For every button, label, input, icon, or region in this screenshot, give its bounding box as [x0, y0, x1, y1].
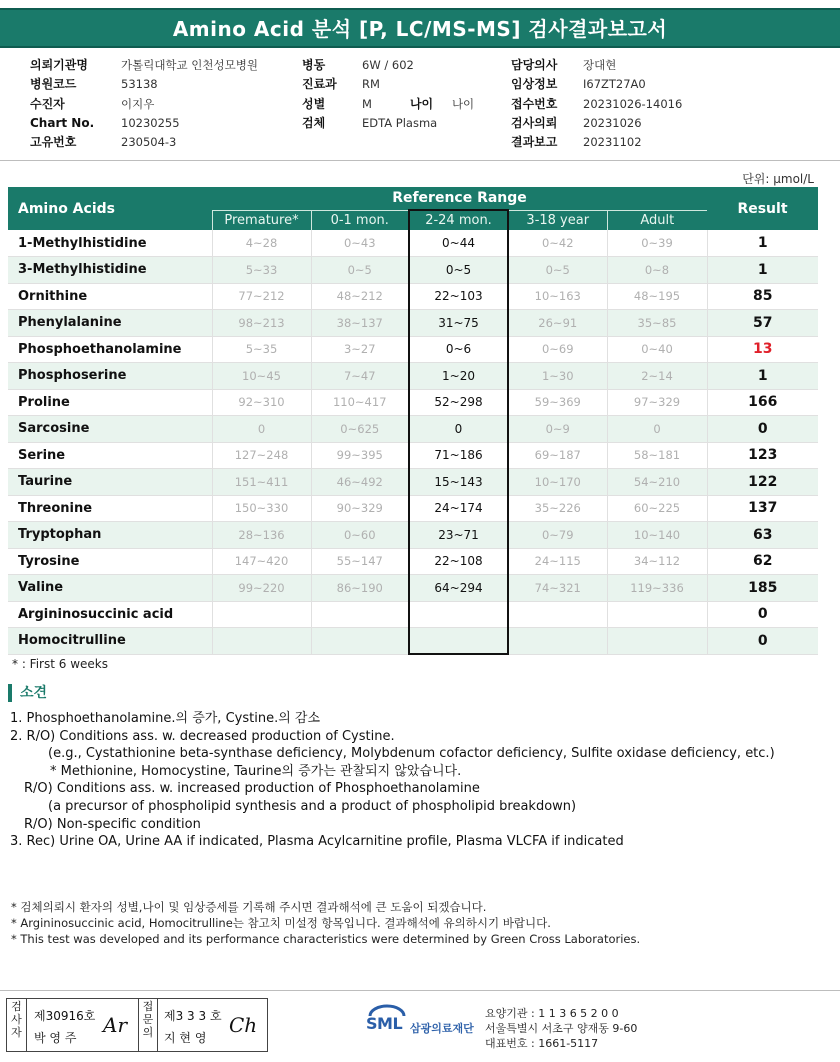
address-line: 대표번호 : 1661-5117: [485, 1037, 599, 1050]
ref-3-18-year: 0~69: [508, 336, 607, 363]
result-value: 0: [707, 416, 818, 443]
ref-3-18-year: 0~5: [508, 257, 607, 284]
info-row: [511, 95, 682, 114]
ref-3-18-year: 1~30: [508, 363, 607, 390]
ref-0-1-mon: 48~212: [311, 283, 409, 310]
result-value: 1: [707, 363, 818, 390]
info-row: [511, 114, 682, 133]
info-value: 20231026: [583, 115, 642, 130]
address-line: 요양기관 : 1 1 3 6 5 2 0 0: [485, 1007, 619, 1020]
ref-3-18-year: 59~369: [508, 389, 607, 416]
table-row: [8, 257, 818, 284]
ref-3-18-year: 10~163: [508, 283, 607, 310]
info-row: [302, 114, 474, 133]
examiner-signature: Ar: [103, 1013, 128, 1037]
info-label: 성별: [302, 96, 326, 111]
ref-premature: 5~35: [212, 336, 311, 363]
amino-acid-name: Homocitrulline: [8, 628, 212, 655]
ref-premature: 99~220: [212, 575, 311, 602]
table-row: [8, 230, 818, 257]
ref-2-24-mon: 52~298: [409, 389, 508, 416]
vertical-char: 접: [142, 1000, 154, 1013]
result-value: 1: [707, 230, 818, 257]
amino-acid-name: Serine: [8, 442, 212, 469]
ref-adult: 0: [607, 416, 707, 443]
ref-3-18-year: 74~321: [508, 575, 607, 602]
amino-acid-name: 3-Methylhistidine: [8, 257, 212, 284]
ref-3-18-year: 24~115: [508, 548, 607, 575]
ref-0-1-mon: 55~147: [311, 548, 409, 575]
ref-2-24-mon: 0~5: [409, 257, 508, 284]
ref-3-18-year: 10~170: [508, 469, 607, 496]
finding-line: R/O) Conditions ass. w. increased production of Phosphoethanolamine: [24, 781, 480, 797]
ref-0-1-mon: 0~5: [311, 257, 409, 284]
amino-acid-name: Phosphoserine: [8, 363, 212, 390]
ref-3-18-year: 0~79: [508, 522, 607, 549]
specialist-signature: Ch: [229, 1013, 258, 1037]
info-value: 20231026-14016: [583, 96, 683, 111]
vertical-char: 의: [142, 1026, 154, 1039]
finding-line: 1. Phosphoethanolamine.의 증가, Cystine.의 감소: [10, 711, 321, 726]
findings-title: 소견: [8, 684, 47, 702]
amino-acid-name: Taurine: [8, 469, 212, 496]
info-label: 병동: [302, 58, 326, 72]
info-label: 수진자: [30, 96, 65, 111]
ref-2-24-mon: 15~143: [409, 469, 508, 496]
result-value: 137: [707, 495, 818, 522]
ref-0-1-mon: 90~329: [311, 495, 409, 522]
ref-3-18-year: 69~187: [508, 442, 607, 469]
info-row: [302, 95, 474, 114]
ref-adult: 97~329: [607, 389, 707, 416]
note-line: * Argininosuccinic acid, Homocitrulline는 참고치 미설정 항목입니다. 결과해석에 유의하시기 바랍니다.: [11, 916, 551, 930]
ref-2-24-mon: 22~108: [409, 548, 508, 575]
ref-0-1-mon: 110~417: [311, 389, 409, 416]
ref-2-24-mon: [409, 628, 508, 655]
subheader-0-1-mon: 0-1 mon.: [311, 210, 409, 230]
ref-0-1-mon: [311, 601, 409, 628]
ref-premature: 127~248: [212, 442, 311, 469]
specialist-name: 지 현 영: [164, 1031, 207, 1045]
subheader-adult: Adult: [607, 210, 707, 230]
age-value: 나이: [451, 96, 475, 111]
table-row: [8, 469, 818, 496]
ref-premature: 10~45: [212, 363, 311, 390]
ref-adult: 0~39: [607, 230, 707, 257]
amino-acid-name: Ornithine: [8, 283, 212, 310]
ref-2-24-mon: 23~71: [409, 522, 508, 549]
info-label: 고유번호: [30, 135, 77, 150]
info-value: 가톨릭대학교 인천성모병원: [121, 58, 258, 72]
report-title: Amino Acid 분석 [P, LC/MS-MS] 검사결과보고서: [0, 8, 840, 48]
age-label: 나이: [409, 96, 434, 111]
ref-premature: 5~33: [212, 257, 311, 284]
finding-line: R/O) Non-specific condition: [24, 816, 201, 832]
ref-0-1-mon: 0~60: [311, 522, 409, 549]
ref-premature: 151~411: [212, 469, 311, 496]
ref-0-1-mon: 0~625: [311, 416, 409, 443]
ref-premature: 0: [212, 416, 311, 443]
info-label: 접수번호: [511, 96, 558, 111]
ref-0-1-mon: 46~492: [311, 469, 409, 496]
ref-2-24-mon: 0~44: [409, 230, 508, 257]
info-label: 담당의사: [511, 58, 558, 72]
amino-acid-name: 1-Methylhistidine: [8, 230, 212, 257]
finding-line: 3. Rec) Urine OA, Urine AA if indicated, Plasma Acylcarnitine profile, Plasma VLCFA if indicated: [10, 834, 624, 850]
note-line: * This test was developed and its performance characteristics were determined by Green Cross Laboratories.: [11, 932, 641, 946]
amino-acid-name: Phenylalanine: [8, 310, 212, 337]
table-footnote: * : First 6 weeks: [12, 657, 108, 671]
ref-adult: 34~112: [607, 548, 707, 575]
ref-3-18-year: 26~91: [508, 310, 607, 337]
ref-premature: 28~136: [212, 522, 311, 549]
ref-premature: 4~28: [212, 230, 311, 257]
note-line: * 검체의뢰시 환자의 성별,나이 및 임상증세를 기록해 주시면 결과해석에 큰 도움이 되겠습니다.: [11, 900, 487, 914]
table-row: [8, 522, 818, 549]
ref-2-24-mon: 1~20: [409, 363, 508, 390]
info-row: [302, 75, 474, 94]
ref-2-24-mon: 64~294: [409, 575, 508, 602]
examiner-license: 제30916호: [34, 1009, 96, 1023]
ref-premature: 147~420: [212, 548, 311, 575]
info-value: EDTA Plasma: [362, 115, 438, 130]
info-value: 10230255: [121, 115, 180, 130]
ref-adult: 2~14: [607, 363, 707, 390]
info-row: [511, 75, 682, 94]
info-row: [30, 133, 258, 152]
vertical-char: 검: [11, 1000, 22, 1013]
info-value: 20231102: [583, 135, 642, 150]
finding-line: * Methionine, Homocystine, Taurine의 증가는 관찰되지 않았습니다.: [50, 763, 462, 779]
table-row: [8, 416, 818, 443]
notes-list: [11, 899, 640, 947]
ref-0-1-mon: 86~190: [311, 575, 409, 602]
header-reference-range: Reference Range: [212, 187, 707, 210]
lab-address: [485, 1006, 637, 1051]
info-label: 의뢰기관명: [30, 58, 88, 72]
header-amino-acids: Amino Acids: [8, 187, 212, 230]
subheader-2-24-mon: 2-24 mon.: [409, 210, 508, 230]
info-row: [511, 133, 682, 152]
finding-line: (e.g., Cystathionine beta-synthase deficiency, Molybdenum cofactor deficiency, Sulfite oxidase deficiency, etc.): [48, 746, 775, 762]
table-row: [8, 548, 818, 575]
result-value: 57: [707, 310, 818, 337]
info-label: 검사의뢰: [511, 115, 558, 130]
ref-2-24-mon: [409, 601, 508, 628]
examiner-name: 박 영 주: [34, 1031, 77, 1045]
vertical-char: 사: [11, 1013, 22, 1026]
info-left: [30, 56, 258, 152]
ref-premature: [212, 601, 311, 628]
ref-3-18-year: 0~9: [508, 416, 607, 443]
ref-adult: 0~8: [607, 257, 707, 284]
ref-adult: 48~195: [607, 283, 707, 310]
info-value: 장대현: [583, 58, 617, 72]
table-row: [8, 495, 818, 522]
info-middle: [302, 56, 474, 133]
ref-2-24-mon: 0: [409, 416, 508, 443]
ref-adult: 54~210: [607, 469, 707, 496]
result-value: 13: [707, 336, 818, 363]
info-value: 6W / 602: [362, 58, 414, 72]
info-row: [302, 56, 474, 75]
unit-label: 단위: μmol/L: [742, 172, 814, 186]
ref-3-18-year: [508, 601, 607, 628]
info-row: [30, 75, 258, 94]
amino-acid-name: Tryptophan: [8, 522, 212, 549]
info-label: 결과보고: [511, 135, 558, 150]
info-label: 진료과: [302, 77, 337, 92]
result-value: 185: [707, 575, 818, 602]
info-row: [511, 56, 682, 75]
ref-adult: 10~140: [607, 522, 707, 549]
ref-2-24-mon: 0~6: [409, 336, 508, 363]
info-label: 임상정보: [511, 77, 558, 92]
ref-3-18-year: 35~226: [508, 495, 607, 522]
ref-2-24-mon: 22~103: [409, 283, 508, 310]
amino-acid-name: Proline: [8, 389, 212, 416]
amino-acid-name: Argininosuccinic acid: [8, 601, 212, 628]
table-row: [8, 628, 818, 655]
logo-org-name: 삼광의료재단: [410, 1022, 474, 1035]
finding-line: 2. R/O) Conditions ass. w. decreased production of Cystine.: [10, 728, 395, 744]
info-value: 230504-3: [121, 135, 177, 150]
table-row: [8, 283, 818, 310]
result-value: 166: [707, 389, 818, 416]
ref-premature: 92~310: [212, 389, 311, 416]
ref-0-1-mon: 99~395: [311, 442, 409, 469]
ref-2-24-mon: 24~174: [409, 495, 508, 522]
ref-adult: 0~40: [607, 336, 707, 363]
ref-0-1-mon: 7~47: [311, 363, 409, 390]
table-row: [8, 442, 818, 469]
result-value: 0: [707, 601, 818, 628]
ref-0-1-mon: 3~27: [311, 336, 409, 363]
ref-3-18-year: [508, 628, 607, 655]
info-row: [30, 95, 258, 114]
info-right: [511, 56, 682, 152]
result-value: 1: [707, 257, 818, 284]
result-value: 63: [707, 522, 818, 549]
result-value: 62: [707, 548, 818, 575]
ref-premature: 150~330: [212, 495, 311, 522]
amino-acid-table: [8, 187, 818, 655]
info-value: 이지우: [121, 96, 155, 111]
info-value: I67ZT27A0: [583, 77, 646, 92]
findings-list: [10, 710, 775, 851]
info-value: M: [362, 96, 372, 111]
subheader-premature: Premature*: [212, 210, 311, 230]
ref-adult: [607, 628, 707, 655]
info-label: Chart No.: [30, 115, 95, 130]
subheader-3-18-year: 3-18 year: [508, 210, 607, 230]
info-row: [30, 56, 258, 75]
amino-acid-name: Sarcosine: [8, 416, 212, 443]
amino-acid-name: Threonine: [8, 495, 212, 522]
ref-premature: [212, 628, 311, 655]
table-row: [8, 389, 818, 416]
ref-adult: 119~336: [607, 575, 707, 602]
amino-acid-rows: [8, 230, 818, 654]
info-row: [30, 114, 258, 133]
result-value: 85: [707, 283, 818, 310]
table-row: [8, 575, 818, 602]
result-value: 122: [707, 469, 818, 496]
info-value: RM: [362, 77, 380, 92]
table-row: [8, 601, 818, 628]
ref-adult: 58~181: [607, 442, 707, 469]
info-label: 검체: [302, 115, 326, 130]
vertical-char: 문: [142, 1013, 154, 1026]
table-row: [8, 310, 818, 337]
ref-0-1-mon: [311, 628, 409, 655]
amino-acid-name: Phosphoethanolamine: [8, 336, 212, 363]
ref-0-1-mon: 0~43: [311, 230, 409, 257]
logo-mark: SML: [366, 1014, 403, 1033]
ref-2-24-mon: 71~186: [409, 442, 508, 469]
finding-line: (a precursor of phospholipid synthesis and a product of phospholipid breakdown): [48, 798, 577, 814]
amino-acid-name: Valine: [8, 575, 212, 602]
header-divider: [0, 160, 840, 161]
table-row: [8, 336, 818, 363]
header-result: Result: [707, 187, 818, 230]
specialist-license: 제3 3 3 호: [164, 1009, 222, 1023]
examiner-label: [7, 999, 27, 1051]
signature-box: [6, 998, 268, 1052]
specialist-label: [138, 999, 158, 1051]
ref-adult: 35~85: [607, 310, 707, 337]
ref-premature: 77~212: [212, 283, 311, 310]
amino-acid-name: Tyrosine: [8, 548, 212, 575]
ref-adult: 60~225: [607, 495, 707, 522]
result-value: 123: [707, 442, 818, 469]
info-label: 병원코드: [30, 77, 77, 92]
vertical-char: 자: [11, 1026, 22, 1039]
ref-premature: 98~213: [212, 310, 311, 337]
address-line: 서울특별시 서초구 양재동 9-60: [485, 1022, 638, 1035]
ref-adult: [607, 601, 707, 628]
ref-0-1-mon: 38~137: [311, 310, 409, 337]
table-row: [8, 363, 818, 390]
ref-3-18-year: 0~42: [508, 230, 607, 257]
footer-divider: [0, 990, 840, 991]
info-value: 53138: [121, 77, 158, 92]
ref-2-24-mon: 31~75: [409, 310, 508, 337]
result-value: 0: [707, 628, 818, 655]
